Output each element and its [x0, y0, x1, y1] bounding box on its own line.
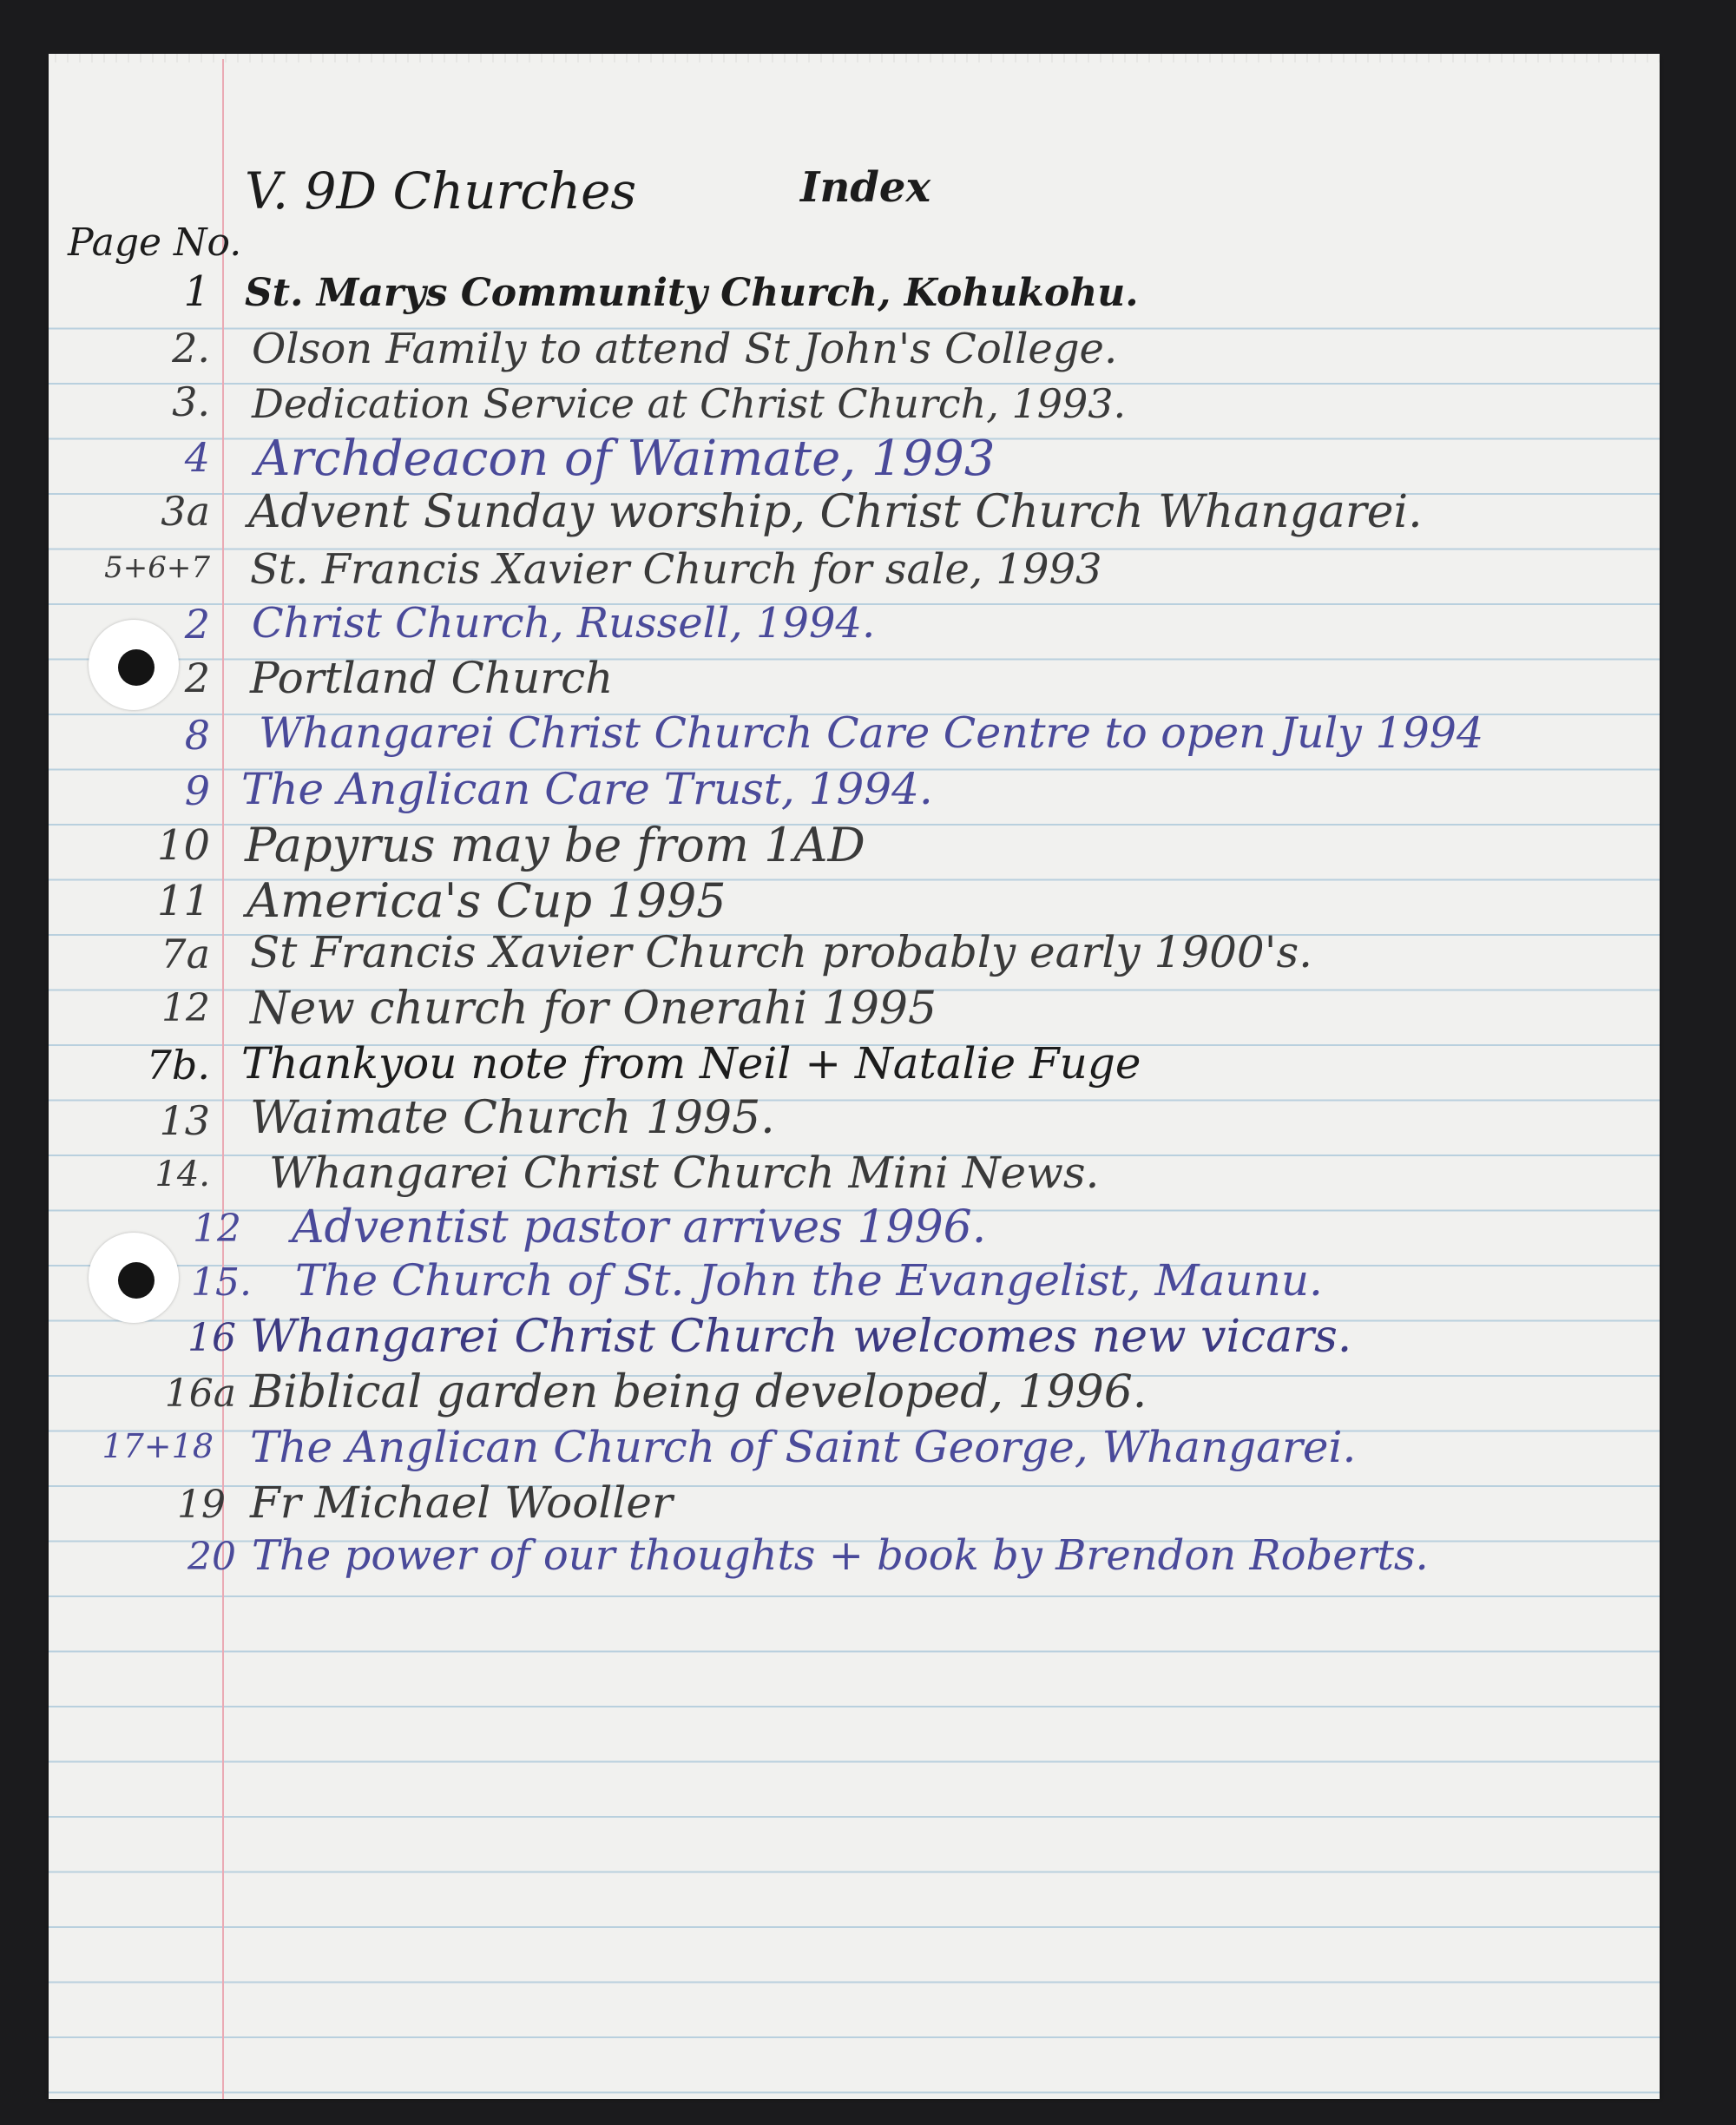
page-number: 10	[156, 821, 210, 870]
page-number: 2.	[172, 325, 210, 372]
entry-title: America's Cup 1995	[247, 873, 727, 928]
page-number: 11	[156, 877, 210, 925]
entry-title: St. Marys Community Church, Kohukohu.	[245, 271, 1139, 315]
page-number: 9	[184, 767, 210, 814]
page-number: 1	[183, 267, 210, 316]
entry-title: Fr Michael Wooller	[250, 1477, 673, 1528]
page-number: 17+18	[102, 1427, 214, 1465]
page-number: 13	[159, 1097, 210, 1144]
entry-title: Christ Church, Russell, 1994.	[252, 599, 876, 648]
page-number: 4	[184, 434, 210, 481]
entry-title: Olson Family to attend St John's College.	[252, 325, 1118, 373]
page-number: 16	[187, 1316, 236, 1360]
punch-hole-lower	[89, 1233, 179, 1323]
page-number: 14.	[155, 1155, 210, 1194]
page-number: 7a	[161, 931, 210, 977]
margin-line	[222, 59, 224, 2099]
entry-title: Advent Sunday worship, Christ Church Whangarei.	[248, 486, 1423, 538]
volume-title: V. 9D Churches	[245, 161, 637, 220]
entry-title: Papyrus may be from 1AD	[245, 818, 865, 872]
entry-title: Adventist pastor arrives 1996.	[292, 1201, 987, 1253]
lined-paper-sheet	[49, 59, 1660, 2099]
page-number-column-label: Page No.	[68, 220, 242, 265]
page-number: 19	[177, 1483, 226, 1527]
index-title: Index	[800, 163, 931, 212]
entry-title: The power of our thoughts + book by Brendon Roberts.	[252, 1531, 1429, 1580]
entry-title: Dedication Service at Christ Church, 1993.	[252, 380, 1127, 427]
entry-title: Biblical garden being developed, 1996.	[250, 1366, 1147, 1418]
page-number: 2	[184, 601, 210, 648]
page-number: 7b.	[146, 1042, 210, 1089]
entry-title: The Anglican Church of Saint George, Whangarei.	[250, 1422, 1357, 1472]
entry-title: Whangarei Christ Church Mini News.	[269, 1148, 1100, 1198]
page-number: 8	[184, 712, 210, 759]
entry-title: Portland Church	[250, 653, 614, 703]
page-number: 2	[184, 655, 210, 701]
entry-title: Whangarei Christ Church welcomes new vicars.	[250, 1311, 1352, 1363]
entry-title: St. Francis Xavier Church for sale, 1993	[250, 545, 1102, 594]
page-number: 3a	[161, 488, 210, 535]
entry-title: Archdeacon of Waimate, 1993	[255, 431, 996, 487]
page-number: 15.	[191, 1260, 252, 1305]
page-number: 16a	[164, 1372, 236, 1416]
entry-title: New church for Onerahi 1995	[250, 983, 937, 1035]
entry-title: Thankyou note from Neil + Natalie Fuge	[241, 1038, 1141, 1089]
page-number: 12	[193, 1207, 241, 1251]
entry-title: The Anglican Care Trust, 1994.	[241, 764, 933, 814]
entry-title: St Francis Xavier Church probably early 1900's.	[250, 927, 1313, 977]
page-number: 5+6+7	[104, 550, 210, 585]
entry-title: Waimate Church 1995.	[250, 1092, 775, 1144]
entry-title: The Church of St. John the Evangelist, Maunu.	[295, 1255, 1323, 1306]
page-number: 12	[161, 986, 210, 1030]
torn-top-edge	[49, 54, 1660, 62]
page-number: 20	[187, 1535, 236, 1579]
page-number: 3.	[172, 378, 210, 425]
entry-title: Whangarei Christ Church Care Centre to open July 1994	[259, 708, 1484, 758]
punch-hole-upper	[89, 620, 179, 710]
